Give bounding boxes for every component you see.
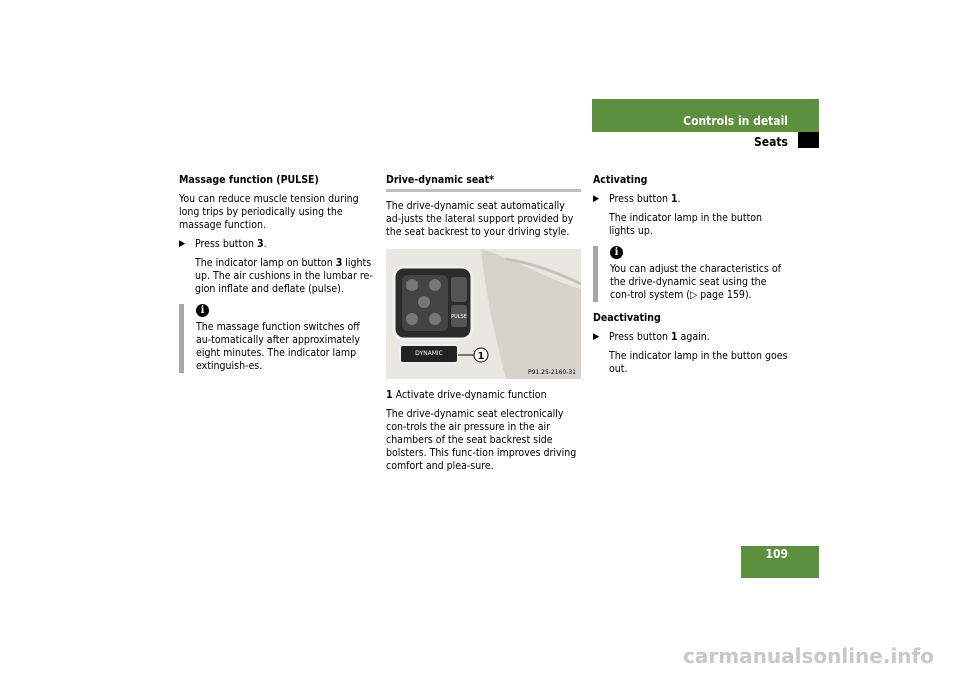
figure-code: P91.25-2160-31 — [527, 369, 576, 376]
massage-intro: You can reduce muscle tension during long trips by periodically using the massage function. — [179, 193, 359, 231]
massage-heading: Massage function (PULSE) — [179, 174, 319, 186]
drive-dynamic-note: i You can adjust the characteristics of the drive-dynamic seat using the con-trol system (▷ page 159). — [593, 246, 789, 302]
column-massage — [179, 174, 375, 373]
figure-caption: 1 Activate drive-dynamic function — [386, 389, 547, 401]
activating-heading: Activating — [593, 174, 648, 186]
deactivating-heading: Deactivating — [593, 312, 661, 324]
callout-1: 1 — [477, 351, 485, 362]
arrow-right-icon: ▶ — [593, 194, 600, 204]
arrow-right-icon: ▶ — [179, 239, 186, 249]
pulse-button-label: PULSE — [451, 314, 467, 320]
activate-step: ▶ Press button 1. — [593, 193, 681, 205]
deactivate-step: ▶ Press button 1 again. — [593, 331, 710, 343]
arrow-right-icon: ▶ — [593, 332, 600, 342]
massage-result: The indicator lamp on button 3 lights up. The air cushions in the lumbar re-gion inflate and deflate (pulse). — [195, 257, 373, 295]
site-watermark: carmanualsonline.info — [683, 644, 934, 668]
section-marker — [798, 132, 819, 148]
deactivate-result: The indicator lamp in the button goes out. — [609, 350, 788, 375]
massage-note-text: The massage function switches off au-tomatically after approximately eight minutes. The indicator lamp extinguish-es. — [196, 321, 360, 372]
page-number: 109 — [765, 547, 788, 561]
massage-step: ▶ Press button 3. — [179, 238, 267, 250]
drive-dynamic-body: The drive-dynamic seat electronically con-trols the air pressure in the air chambers of the seat backrest side bolsters. This func-tion improves driving comfort and plea-sure. — [386, 408, 577, 472]
drive-dynamic-intro: The drive-dynamic seat automatically ad-justs the lateral support provided by the seat backrest to your driving style. — [386, 200, 574, 238]
dynamic-button-label: DYNAMIC — [415, 350, 443, 357]
page-ref-arrow-icon: ▷ — [689, 289, 698, 301]
chapter-title: Controls in detail — [683, 114, 788, 128]
column-drive-dynamic — [386, 174, 581, 479]
column-activation — [593, 174, 789, 382]
info-icon: i — [196, 304, 209, 317]
activate-result: The indicator lamp in the button lights up. — [609, 212, 763, 237]
massage-note — [179, 304, 375, 373]
section-title: Seats — [754, 135, 788, 149]
seat-controls-figure — [386, 249, 581, 379]
drive-dynamic-heading: Drive-dynamic seat* — [386, 174, 581, 192]
info-icon: i — [610, 246, 623, 259]
